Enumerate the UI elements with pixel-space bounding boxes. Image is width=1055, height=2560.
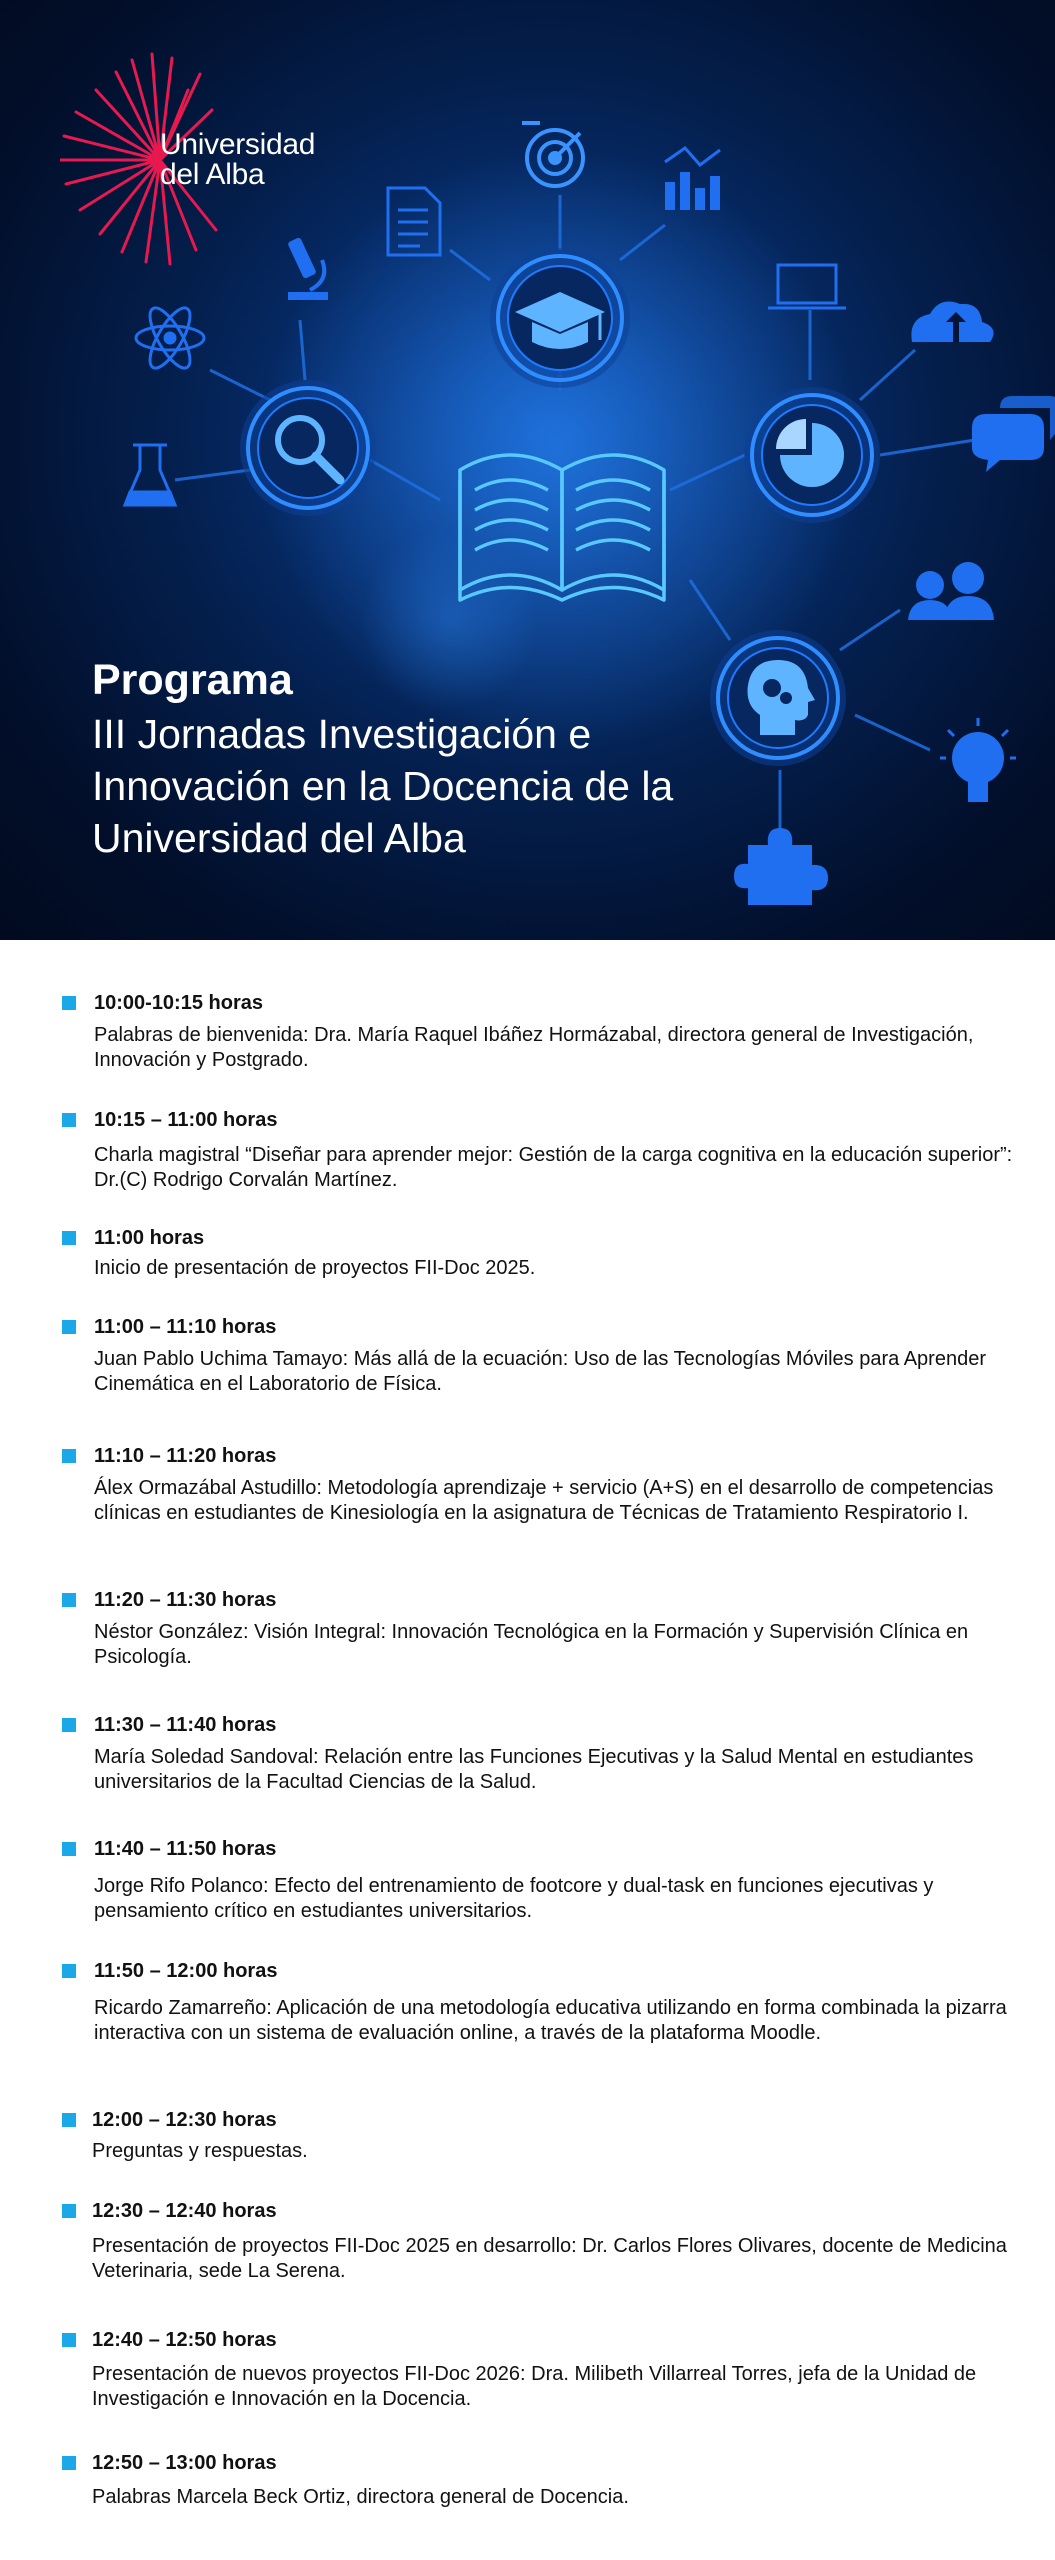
agenda-description: Ricardo Zamarreño: Aplicación de una metodología educativa utilizando en forma combinada la pizarra interactiva con un sistema de evaluación online, a través de la plataforma Moodle.: [94, 1997, 1007, 2044]
agenda-description: María Soledad Sandoval: Relación entre las Funciones Ejecutivas y la Salud Mental en estudiantes universitarios de la Facultad Ciencias de la Salud.: [94, 1746, 974, 1793]
chat-bubbles-icon: [972, 396, 1055, 472]
agenda-time: 11:50 – 12:00 horas: [94, 1960, 278, 1982]
bullet-square-icon: [62, 1113, 76, 1127]
agenda-time: 11:00 horas: [94, 1227, 205, 1249]
logo-line-2: del Alba: [160, 158, 265, 191]
agenda-time: 11:20 – 11:30 horas: [94, 1589, 277, 1611]
pie-chart-icon: [744, 387, 880, 523]
bullet-square-icon: [62, 2204, 76, 2218]
agenda-time: 10:00-10:15 horas: [94, 992, 263, 1014]
agenda-description: Palabras de bienvenida: Dra. María Raquel Ibáñez Hormázabal, directora general de Investigación, Innovación y Postgrado.: [94, 1024, 974, 1071]
bullet-square-icon: [62, 2113, 76, 2127]
hero-banner: [0, 0, 1055, 940]
puzzle-icon: [734, 828, 828, 905]
agenda-time: 11:00 – 11:10 horas: [94, 1316, 277, 1338]
bullet-square-icon: [62, 1593, 76, 1607]
bullet-square-icon: [62, 2456, 76, 2470]
agenda-time: 11:30 – 11:40 horas: [94, 1714, 277, 1736]
magnifier-icon: [240, 380, 376, 516]
agenda-time: 12:40 – 12:50 horas: [92, 2329, 277, 2351]
agenda-time: 12:50 – 13:00 horas: [92, 2452, 277, 2474]
program-title-block: [92, 652, 732, 864]
agenda-description: Jorge Rifo Polanco: Efecto del entrenamiento de footcore y dual-task en funciones ejecutivas y pensamiento crítico en estudiantes universitarios.: [94, 1875, 934, 1922]
lightbulb-icon: [940, 718, 1016, 802]
agenda-description: Preguntas y respuestas.: [92, 2140, 308, 2162]
program-heading: Programa: [92, 656, 293, 704]
logo-line-1: Universidad: [160, 128, 316, 161]
agenda-time: 12:30 – 12:40 horas: [92, 2200, 277, 2222]
bullet-square-icon: [62, 1718, 76, 1732]
bullet-square-icon: [62, 996, 76, 1010]
agenda-description: Palabras Marcela Beck Ortiz, directora general de Docencia.: [92, 2486, 629, 2508]
agenda-time: 11:10 – 11:20 horas: [94, 1445, 277, 1467]
cloud-upload-icon: [911, 302, 993, 342]
agenda-description: Presentación de nuevos proyectos FII-Doc 2026: Dra. Milibeth Villarreal Torres, jefa de la Unidad de Investigación e Innovación en la Docencia.: [92, 2363, 977, 2410]
program-subtitle: III Jornadas Investigación e Innovación en la Docencia de la Universidad del Alba: [92, 711, 674, 861]
agenda-description: Charla magistral “Diseñar para aprender mejor: Gestión de la carga cognitiva en la educación superior”: Dr.(C) Rodrigo Corvalán Martínez.: [94, 1144, 1013, 1191]
agenda-description: Álex Ormazábal Astudillo: Metodología aprendizaje + servicio (A+S) en el desarrollo de competencias clínicas en estudiantes de Kinesiología en la asignatura de Técnicas de Tratamiento Respiratorio I.: [94, 1477, 994, 1524]
bullet-square-icon: [62, 2333, 76, 2347]
bullet-square-icon: [62, 1964, 76, 1978]
bullet-square-icon: [62, 1842, 76, 1856]
flask-icon: [125, 445, 175, 505]
agenda-description: Néstor González: Visión Integral: Innovación Tecnológica en la Formación y Supervisión Clínica en Psicología.: [94, 1621, 969, 1668]
agenda-time: 12:00 – 12:30 horas: [92, 2109, 277, 2131]
bullet-square-icon: [62, 1449, 76, 1463]
logo-wordmark: [160, 130, 315, 190]
agenda-time: 10:15 – 11:00 horas: [94, 1109, 278, 1131]
agenda-description: Juan Pablo Uchima Tamayo: Más allá de la ecuación: Uso de las Tecnologías Móviles para Aprender Cinemática en el Laboratorio de Física.: [94, 1348, 986, 1395]
agenda-description: Inicio de presentación de proyectos FII-Doc 2025.: [94, 1257, 536, 1279]
users-icon: [908, 562, 994, 620]
bullet-square-icon: [62, 1231, 76, 1245]
graduation-cap-icon: [490, 248, 630, 388]
agenda-time: 11:40 – 11:50 horas: [94, 1838, 277, 1860]
atom-icon: [136, 303, 204, 374]
bullet-square-icon: [62, 1320, 76, 1334]
agenda-description: Presentación de proyectos FII-Doc 2025 en desarrollo: Dr. Carlos Flores Olivares, docente de Medicina Veterinaria, sede La Serena.: [92, 2235, 1007, 2282]
